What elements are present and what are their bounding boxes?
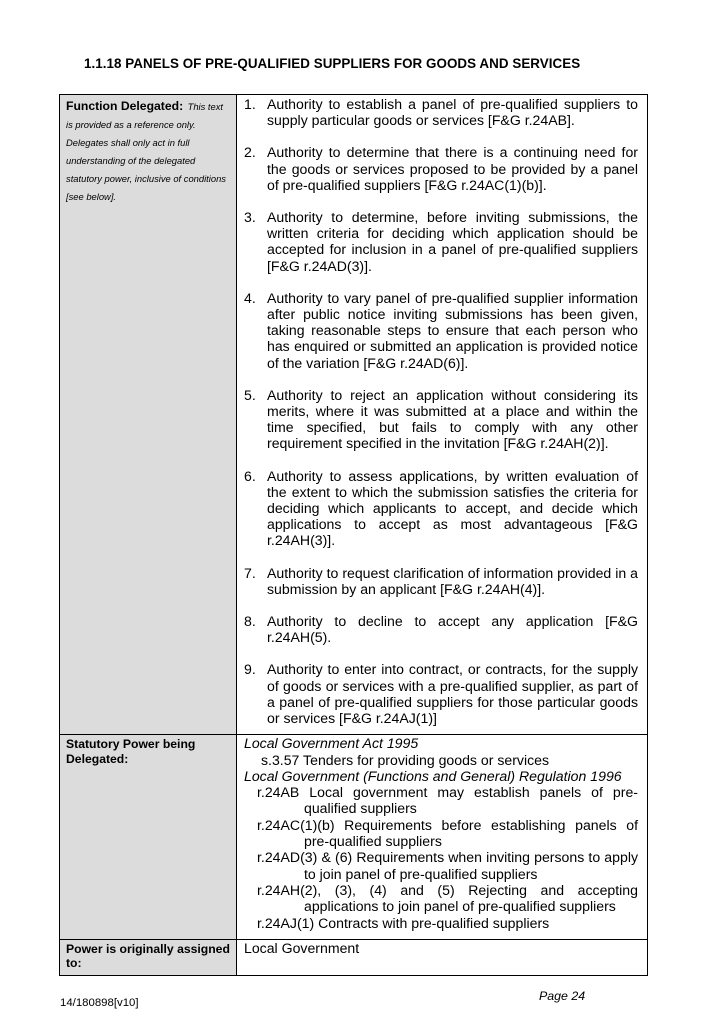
function-item-number: 3.: [244, 209, 256, 226]
page-number: Page 24: [539, 989, 586, 1003]
function-item-number: 8.: [244, 613, 256, 630]
function-item: [244, 96, 638, 128]
regulation-reference: r.24AB Local government may establish panels of pre-qualified suppliers: [257, 784, 638, 817]
statutory-power-label-cell: [60, 735, 237, 940]
regulation-title: Local Government (Functions and General) Regulation 1996: [244, 767, 622, 784]
section-heading: 1.1.18 PANELS OF PRE-QUALIFIED SUPPLIERS FOR GOODS AND SERVICES: [84, 56, 581, 71]
function-delegated-label: Function Delegated:: [66, 99, 184, 113]
act-title: Local Government Act 1995: [244, 735, 419, 752]
originally-assigned-cell: [237, 939, 648, 975]
regulation-reference: r.24AD(3) & (6) Requirements when inviting persons to apply to join panel of pre-qualified suppliers: [257, 849, 638, 882]
delegation-table: [59, 94, 648, 976]
statutory-power-cell: [237, 735, 648, 940]
function-item: [244, 290, 638, 371]
regulation-reference: r.24AC(1)(b) Requirements before establishing panels of pre-qualified suppliers: [257, 816, 638, 850]
statutory-power-content: [244, 735, 638, 939]
originally-assigned-label-cell: [60, 939, 237, 975]
function-item-number: 6.: [244, 467, 256, 484]
function-item-text: Authority to determine, before inviting submissions, the written criteria for deciding which application should be accepted for inclusion in a panel of pre-qualified suppliers [F&G r.24AD(3)].: [267, 209, 638, 274]
function-item: [244, 468, 638, 549]
function-item-number: 5.: [244, 386, 256, 403]
function-item-number: 7.: [244, 564, 256, 581]
function-item-text: Authority to request clarification of information provided in a submission by an applicant [F&G r.24AH(4)].: [267, 564, 638, 597]
originally-assigned-row: [60, 939, 648, 975]
statutory-power-label: Statutory Power being Delegated:: [66, 737, 196, 766]
function-item-number: 4.: [244, 289, 256, 306]
act-section: s.3.57 Tenders for providing goods or services: [261, 751, 550, 768]
function-item: [244, 661, 638, 726]
function-delegated-note: This text is provided as a reference only. Delegates shall only act in full understanding of the delegated statutory power, inclusive of conditions [see below].: [66, 101, 226, 202]
function-delegated-row: [60, 95, 648, 735]
function-item-number: 9.: [244, 661, 256, 678]
function-item-number: 2.: [244, 144, 256, 161]
regulation-reference: r.24AH(2), (3), (4) and (5) Rejecting and accepting applications to join panel of pre-qualified suppliers: [257, 881, 638, 915]
function-item-text: Authority to determine that there is a continuing need for the goods or services proposed to be provided by a panel of pre-qualified suppliers [F&G r.24AC(1)(b)].: [267, 144, 638, 193]
function-item-number: 1.: [244, 96, 256, 112]
regulation-reference: r.24AJ(1) Contracts with pre-qualified suppliers: [257, 914, 550, 931]
function-delegated-items-cell: [237, 95, 648, 735]
function-item-text: Authority to decline to accept any application [F&G r.24AH(5).: [267, 613, 638, 646]
statutory-power-row: [60, 735, 648, 940]
function-item: [244, 565, 638, 597]
function-delegated-label-cell: [60, 95, 237, 735]
function-item: [244, 613, 638, 645]
function-item: [244, 387, 638, 452]
function-item: [244, 209, 638, 274]
document-number: 14/180898[v10]: [60, 997, 139, 1009]
function-item: [244, 144, 638, 193]
function-item-text: Authority to vary panel of pre-qualified supplier information after public notice inviting submissions has been given, taking reasonable steps to ensure that each person who has enquired or submitted an application is provided notice of the variation [F&G r.24AD(6)].: [267, 289, 638, 371]
function-items-list: [244, 95, 638, 734]
function-item-text: Authority to reject an application without considering its merits, where it was submitted at a place and within the time specified, but fails to comply with any other requirement specified in the invitation [F&G r.24AH(2)].: [267, 386, 638, 452]
function-item-text: Authority to assess applications, by written evaluation of the extent to which the submission satisfies the criteria for deciding which applicants to accept, and decide which applications to accept as most advantageous [F&G r.24AH(3)].: [267, 467, 638, 549]
originally-assigned-label: Power is originally assigned to:: [66, 941, 230, 971]
function-item-text: Authority to enter into contract, or contracts, for the supply of goods or services with a pre-qualified supplier, as part of a panel of pre-qualified suppliers for those particular goods or services [F&G r.24AJ(1)]: [267, 661, 638, 727]
function-item-text: Authority to establish a panel of pre-qualified suppliers to supply particular goods or services [F&G r.24AB].: [267, 96, 638, 129]
originally-assigned-value: Local Government: [244, 939, 360, 956]
